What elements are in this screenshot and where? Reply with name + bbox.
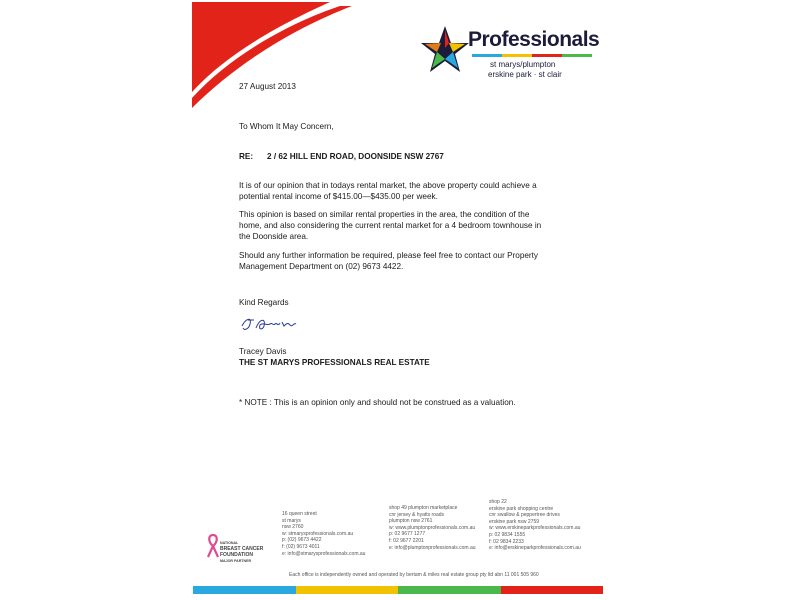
- paragraph-3-line-1: Should any further information be required, please feel free to contact our Property: [239, 251, 539, 260]
- bottom-color-bar: [193, 586, 603, 594]
- bar-yellow: [296, 586, 399, 594]
- footer-line: plumpton nsw 2761: [389, 518, 433, 525]
- bar-blue: [193, 586, 296, 594]
- footer-line: shop 22: [489, 499, 507, 505]
- signer-company: THE ST MARYS PROFESSIONALS REAL ESTATE: [239, 358, 430, 367]
- footer-disclaimer: Each office is independently owned and operated by bertam & miles real estate group pty ltd abn 11 001 505 960: [289, 572, 539, 578]
- paragraph-2-line-3: the Doonside area.: [239, 232, 309, 241]
- foundation-line-2: BREAST CANCER: [220, 546, 264, 552]
- paragraph-2-line-1: This opinion is based on similar rental properties in the area, the condition of the: [239, 210, 530, 219]
- star-logo-icon: [420, 24, 470, 74]
- footer-stmarys-office: [282, 511, 365, 557]
- breast-cancer-foundation: [220, 540, 263, 564]
- bar-green: [398, 586, 501, 594]
- footer-line: e: info@stmarysprofessionals.com.au: [282, 550, 366, 557]
- logo-offices-line2: erskine park · st clair: [488, 70, 562, 79]
- footer-line: 16 queen street: [282, 511, 317, 517]
- footer-line: f: (02) 9673 4011: [282, 543, 320, 550]
- footer-line: shop 49 plumpton marketplace: [389, 505, 458, 511]
- footer-line: w: stmarysprofessionals.com.au: [282, 530, 354, 537]
- footer-line: w: www.erskineparkprofessionals.com.au: [489, 525, 581, 532]
- paragraph-1-line-2: potential rental income of $415.00—$435.00 per week.: [239, 192, 438, 201]
- footer-line: e: info@plumptonprofessionals.com.au: [389, 544, 476, 551]
- logo-offices-line1: st marys/plumpton: [490, 60, 556, 69]
- re-label: RE:: [239, 152, 254, 161]
- footer-line: f: 02 9834 2233: [489, 538, 524, 545]
- logo-wordmark: Professionals: [468, 28, 600, 51]
- footer-line: f: 02 9677 2201: [389, 537, 424, 544]
- valuation-note: * NOTE : This is an opinion only and should not be construed as a valuation.: [239, 398, 516, 407]
- pink-ribbon-icon: [206, 533, 220, 559]
- paragraph-2-line-2: home, and also considering the current rental market for a 4 bedroom townhouse in: [239, 221, 542, 230]
- footer-plumpton-office: [389, 505, 476, 551]
- signer-name: Tracey Davis: [239, 347, 287, 356]
- professionals-logo: [420, 24, 600, 90]
- paragraph-3-line-2: Management Department on (02) 9673 4422.: [239, 262, 404, 271]
- closing: Kind Regards: [239, 298, 289, 307]
- footer-line: p: 02 9834 1555: [489, 531, 526, 538]
- signature: [240, 314, 302, 334]
- letter-date: 27 August 2013: [239, 82, 296, 91]
- bar-red: [501, 586, 604, 594]
- footer-line: erskine park nsw 2759: [489, 518, 540, 525]
- foundation-line-3: FOUNDATION: [220, 552, 253, 558]
- footer-line: cnr swallow & peppertree drives: [489, 512, 560, 519]
- letter-salutation: To Whom It May Concern,: [239, 122, 334, 131]
- footer-erskinepark-office: [489, 499, 581, 552]
- footer-line: st marys: [282, 517, 301, 524]
- logo-color-bars: [472, 54, 592, 57]
- footer-line: erskine park shopping centre: [489, 505, 554, 512]
- footer-line: p: (02) 9673 4422: [282, 537, 322, 544]
- footer-line: w: www.plumptonprofessionals.com.au: [389, 524, 476, 531]
- footer-line: nsw 2760: [282, 524, 304, 531]
- footer-line: cnr jersey & hyatts roads: [389, 511, 445, 518]
- paragraph-1-line-1: It is of our opinion that in todays rental market, the above property could achieve a: [239, 181, 537, 190]
- red-swoosh-decoration: [0, 0, 800, 120]
- footer-line: e: info@erskineparkprofessionals.com.au: [489, 545, 581, 552]
- foundation-line-1: NATIONAL: [220, 541, 239, 545]
- footer-line: p: 02 9677 1277: [389, 531, 426, 538]
- foundation-line-4: MAJOR PARTNER: [220, 559, 252, 563]
- re-address: 2 / 62 HILL END ROAD, DOONSIDE NSW 2767: [267, 152, 444, 161]
